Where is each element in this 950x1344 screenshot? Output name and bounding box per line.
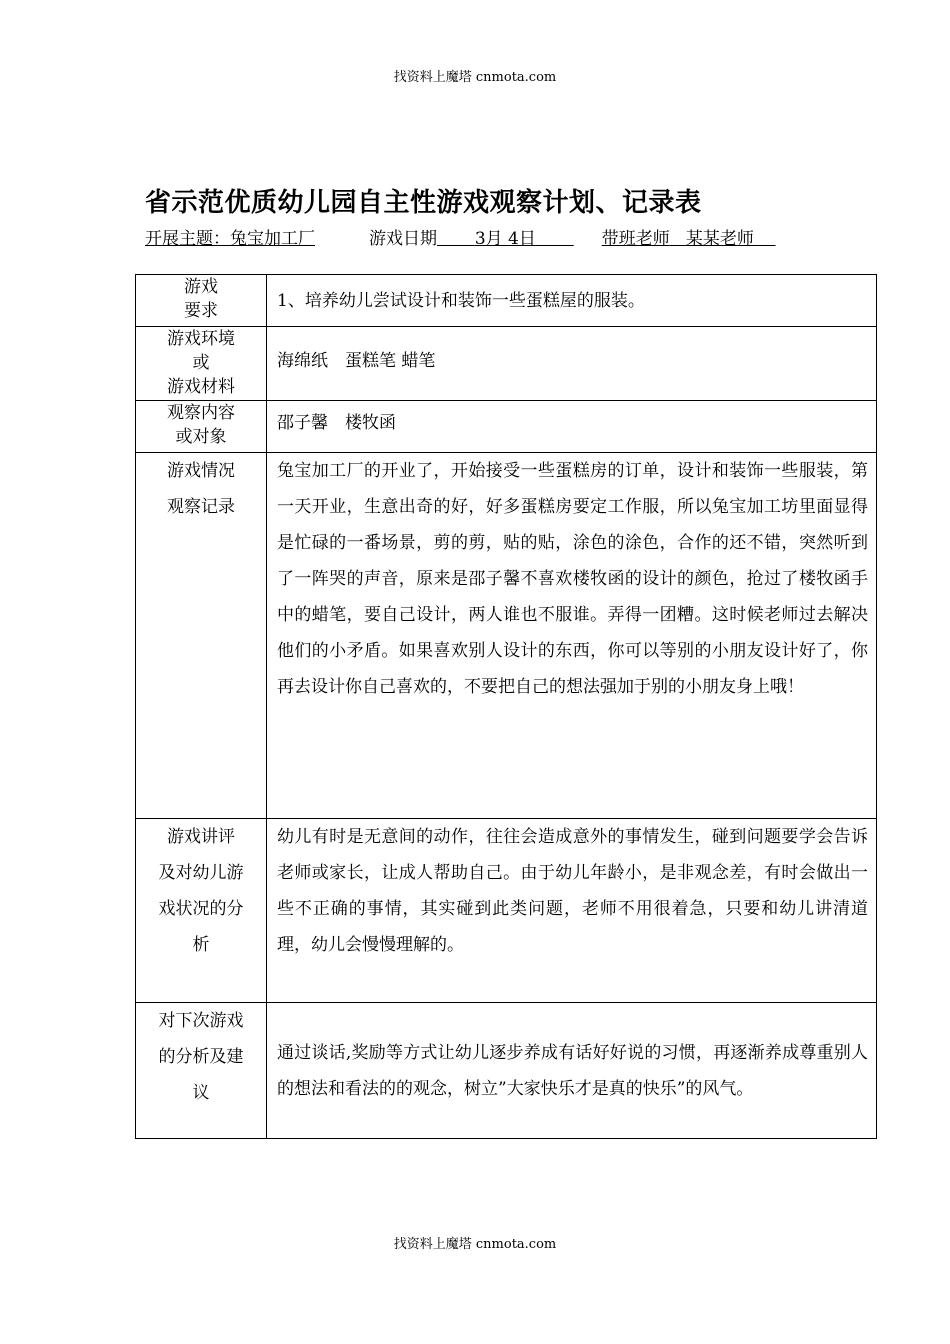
- theme-value: 兔宝加工厂: [230, 229, 315, 249]
- row-content: 海绵纸 蛋糕笔 蜡笔: [267, 327, 877, 401]
- row-content: 兔宝加工厂的开业了，开始接受一些蛋糕房的订单，设计和装饰一些服装，第一天开业，生意出奇的好，好多蛋糕房要定工作服，所以兔宝加工坊里面显得是忙碌的一番场景，剪的剪，贴的贴，涂色的涂色，合作的还不错，突然听到了一阵哭的声音，原来是邵子馨不喜欢楼牧函的设计的颜色，抢过了楼牧函手中的蜡笔，要自己设计，两人谁也不服谁。弄得一团糟。这时候老师过去解决他们的小矛盾。如果喜欢别人设计的东西，你可以等别的小朋友设计好了，你再去设计你自己喜欢的，不要把自己的想法强加于别的小朋友身上哦！: [267, 453, 877, 819]
- label-line: 游戏环境: [167, 329, 235, 349]
- label-line: 游戏情况: [167, 461, 235, 481]
- label-line: 游戏: [184, 277, 218, 297]
- table-row: [136, 453, 877, 819]
- document-title: 省示范优质幼儿园自主性游戏观察计划、记录表: [145, 188, 702, 218]
- label-line: 或对象: [175, 427, 227, 447]
- page-header: 找资料上魔塔 cnmota.com: [393, 70, 557, 85]
- theme-label: 开展主题：: [145, 229, 230, 249]
- date-label: 游戏日期: [369, 229, 437, 249]
- label-line: 观察内容: [167, 403, 235, 423]
- table-row: [136, 1003, 877, 1139]
- row-label: [136, 327, 267, 401]
- row-content: 1、培养幼儿尝试设计和装饰一些蛋糕屋的服装。: [267, 275, 877, 327]
- label-line: 及对幼儿游: [158, 863, 244, 883]
- label-line: 或: [192, 353, 210, 373]
- meta-line: [145, 228, 845, 251]
- teacher-value: 某某老师: [685, 229, 754, 249]
- page-footer: 找资料上魔塔 cnmota.com: [393, 1237, 557, 1252]
- teacher-label: 带班老师: [601, 229, 670, 249]
- row-label: [136, 401, 267, 453]
- row-label: [136, 1003, 267, 1139]
- label-line: 要求: [184, 301, 218, 321]
- table-row: [136, 275, 877, 327]
- record-table: [135, 274, 877, 1139]
- table-row: [136, 327, 877, 401]
- label-line: 游戏材料: [167, 377, 235, 397]
- label-line: 对下次游戏: [158, 1011, 244, 1031]
- row-content: 通过谈话,奖励等方式让幼儿逐步养成有话好好说的习惯，再逐渐养成尊重别人的想法和看法的的观念，树立”大家快乐才是真的快乐”的风气。: [267, 1003, 877, 1139]
- row-label: [136, 275, 267, 327]
- row-label: [136, 819, 267, 1003]
- label-line: 的分析及建: [158, 1047, 244, 1067]
- date-value: 3月 4日: [474, 229, 536, 249]
- row-label: [136, 453, 267, 819]
- table-row: [136, 819, 877, 1003]
- label-line: 析: [192, 935, 210, 955]
- label-line: 游戏讲评: [167, 827, 235, 847]
- row-content: 幼儿有时是无意间的动作，往往会造成意外的事情发生，碰到问题要学会告诉老师或家长，让成人帮助自己。由于幼儿年龄小，是非观念差，有时会做出一些不正确的事情，其实碰到此类问题，老师不用很着急，只要和幼儿讲清道理，幼儿会慢慢理解的。: [267, 819, 877, 1003]
- table-row: [136, 401, 877, 453]
- label-line: 观察记录: [167, 497, 235, 517]
- label-line: 议: [192, 1083, 210, 1103]
- row-content: 邵子馨 楼牧函: [267, 401, 877, 453]
- label-line: 戏状况的分: [158, 899, 244, 919]
